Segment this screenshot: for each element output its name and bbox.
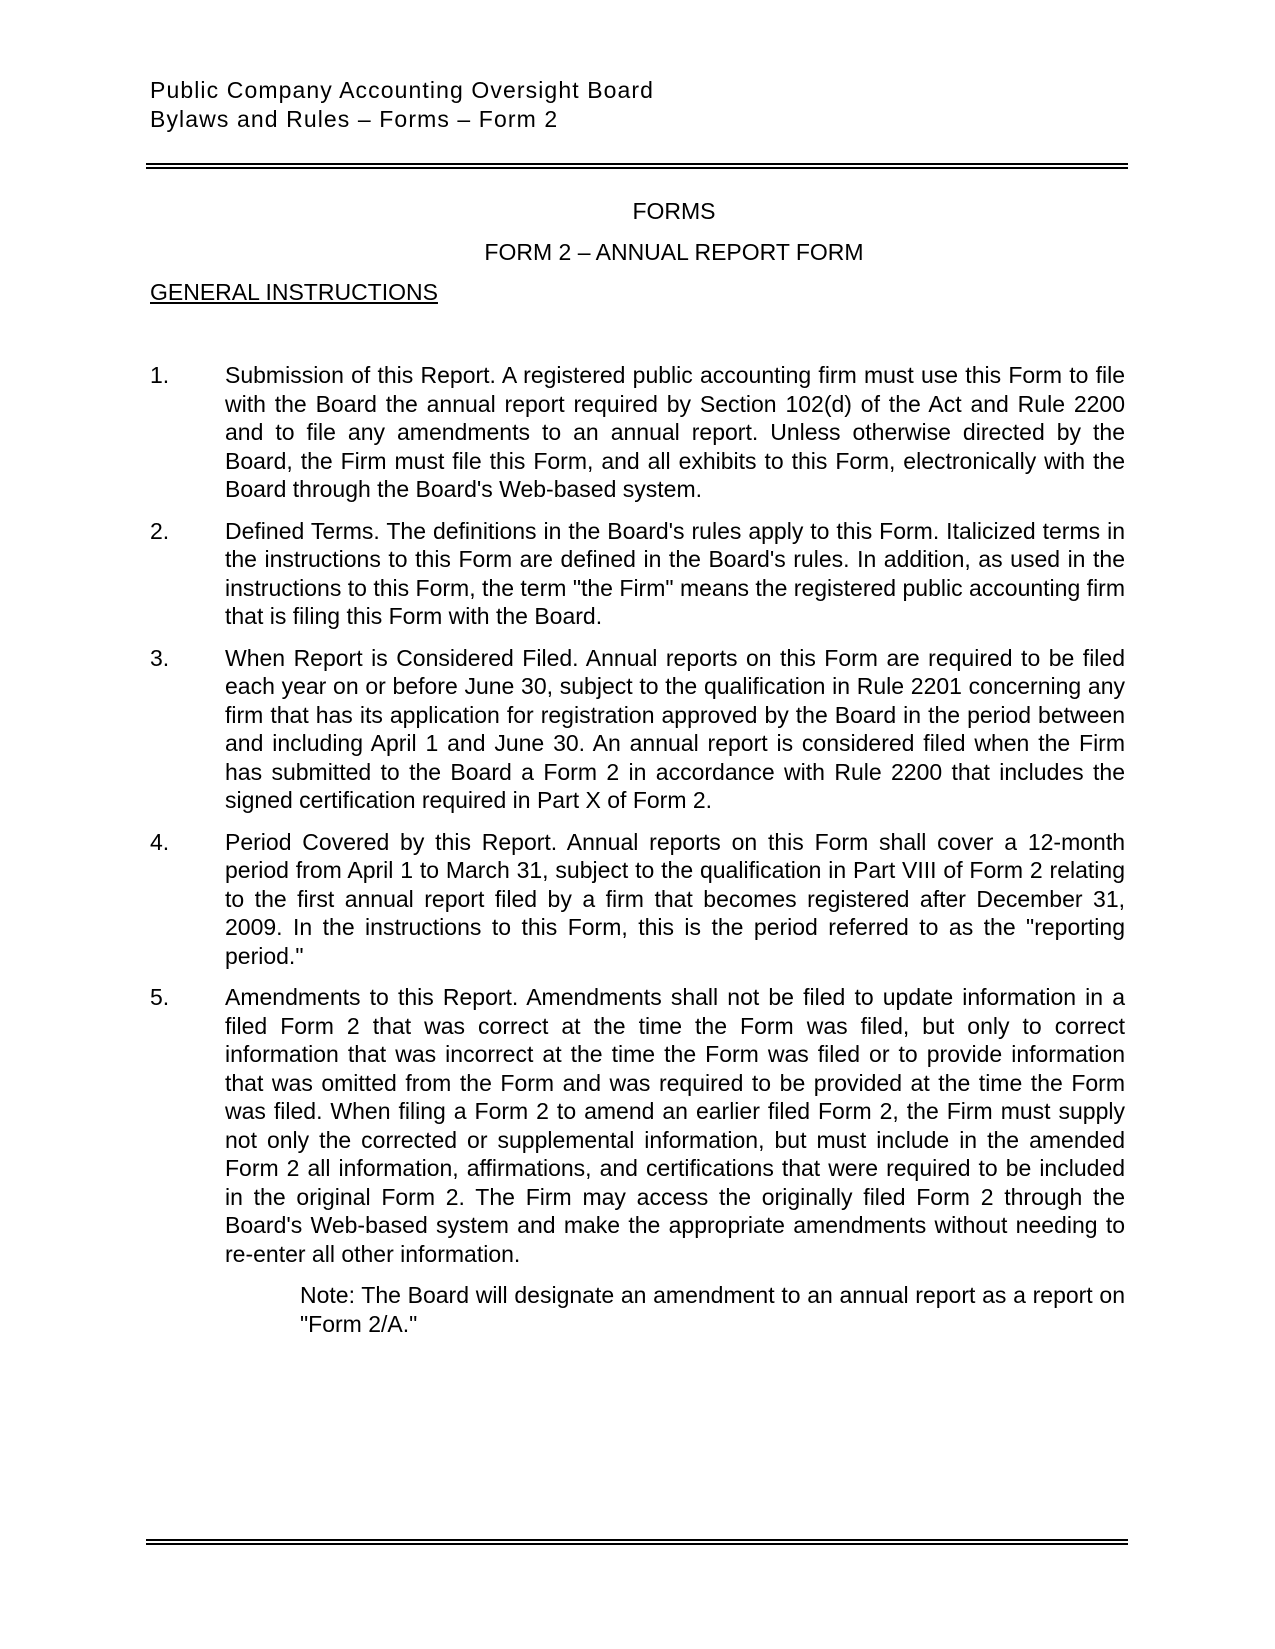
list-item — [150, 983, 1125, 1268]
item-number: 3. — [150, 644, 170, 671]
item-text: Defined Terms. The definitions in the Board's rules apply to this Form. Italicized terms in the instructions to this Form are defined in the Board's rules. In addition, as used in the instructions to this Form, the term "the Firm" means the registered public accounting firm that is filing this Form with the Board. — [225, 517, 1125, 629]
instructions-list — [150, 361, 1125, 1338]
item-number: 4. — [150, 828, 170, 855]
general-instructions-heading: GENERAL INSTRUCTIONS — [150, 279, 438, 305]
form2-title: FORM 2 – ANNUAL REPORT FORM — [484, 239, 864, 265]
amendment-note: Note: The Board will designate an amendment to an annual report as a report on "Form 2/A." — [300, 1282, 1125, 1337]
item-text: Submission of this Report. A registered public accounting firm must use this Form to file with the Board the annual report required by Section 102(d) of the Act and Rule 2200 and to file any amendments to an annual report. Unless otherwise directed by the Board, the Firm must file this Form, and all exhibits to this Form, electronically with the Board through the Board's Web-based system. — [225, 362, 1125, 502]
list-item — [150, 361, 1125, 504]
footer-divider — [146, 1539, 1128, 1545]
page-header — [150, 76, 654, 134]
header-organization: Public Company Accounting Oversight Board — [150, 77, 655, 103]
forms-title: FORMS — [632, 198, 716, 224]
list-item — [150, 517, 1125, 631]
list-item — [150, 828, 1125, 971]
item-number: 2. — [150, 517, 170, 544]
item-text: Period Covered by this Report. Annual reports on this Form shall cover a 12-month period from April 1 to March 31, subject to the qualification in Part VIII of Form 2 relating to the first annual report filed by a firm that becomes registered after December 31, 2009. In the instructions to this Form, this is the period referred to as the "reporting period." — [225, 828, 1125, 969]
list-item — [150, 644, 1125, 815]
header-divider — [146, 163, 1128, 169]
item-text: When Report is Considered Filed. Annual reports on this Form are required to be filed each year on or before June 30, subject to the qualification in Rule 2201 concerning any firm that has its application for registration approved by the Board in the period between and including April 1 and June 30. An annual report is considered filed when the Firm has submitted to the Board a Form 2 in accordance with Rule 2200 that includes the signed certification required in Part X of Form 2. — [225, 644, 1125, 813]
item-number: 5. — [150, 984, 170, 1010]
item-number: 1. — [150, 362, 170, 388]
header-section-path: Bylaws and Rules – Forms – Form 2 — [150, 106, 559, 132]
item-text: Amendments to this Report. Amendments shall not be filed to update information in a filed Form 2 that was correct at the time the Form was filed, but only to correct information that was incorrect at the time the Form was filed or to provide information that was omitted from the Form and was required to be provided at the time the Form was filed. When filing a Form 2 to amend an earlier filed Form 2, the Firm must supply not only the corrected or supplemental information, but must include in the amended Form 2 all information, affirmations, and certifications that were required to be included in the original Form 2. The Firm may access the originally filed Form 2 through the Board's Web-based system and make the appropriate amendments without needing to re-enter all other information. — [225, 984, 1125, 1267]
